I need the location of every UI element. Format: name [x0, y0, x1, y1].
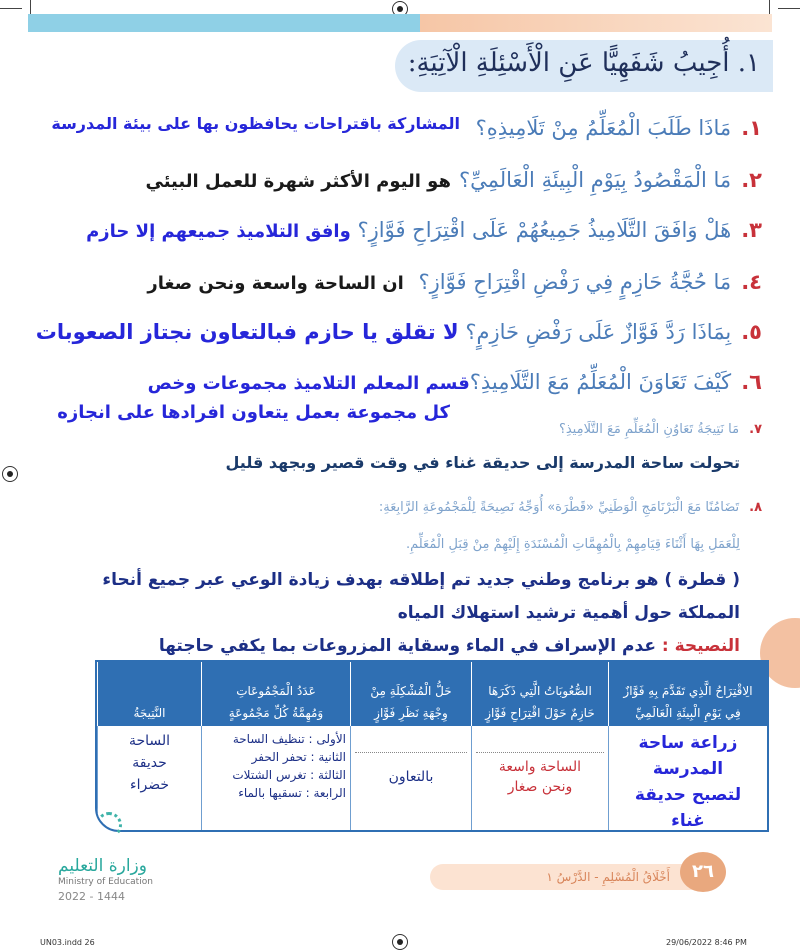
question-number: ١.	[741, 116, 762, 140]
answer-5: لا تقلق يا حازم فبالتعاون نجتاز الصعوبات	[35, 320, 459, 344]
question-5	[36, 320, 762, 344]
answer-6: قسم المعلم التلاميذ مجموعات وخص	[147, 373, 470, 394]
table-header-result: النَّتِيجَةُ	[98, 662, 202, 726]
table-header-solution: حَلُّ الْمُشْكِلَةِ مِنْ وِجْهَةِ نَظَرِ فَوَّازٍ	[351, 662, 472, 726]
advice-line	[159, 636, 740, 656]
question-7	[559, 422, 762, 437]
cell-solution: بالتعاون	[351, 726, 472, 832]
print-timestamp: 29/06/2022 8:46 PM	[666, 938, 747, 947]
qatra-answer-line-2: المملكة حول أهمية ترشيد استهلاك المياه	[397, 603, 740, 623]
table-header-row	[98, 662, 768, 726]
cell-proposal: زراعة ساحة المدرسة لتصبح حديقة غناء	[609, 726, 768, 832]
lesson-title: أَخْلَاقُ الْمُسْلِمِ - الدَّرْسُ ١	[546, 870, 670, 884]
answer-2: هو اليوم الأكثر شهرة للعمل البيئي	[145, 171, 451, 192]
question-text: مَا الْمَقْصُودُ بِيَوْمِ الْبِيئَةِ الْعَالَمِيِّ؟	[458, 168, 732, 192]
page-number: ٢٦	[692, 861, 714, 882]
question-number: ٧.	[749, 422, 762, 437]
question-2	[146, 168, 763, 192]
crop-mark-top-right	[778, 8, 800, 9]
question-text: هَلْ وَافَقَ التَّلَامِيذُ جَمِيعُهُمْ عَلَى اقْتِرَاحِ فَوَّازٍ؟	[357, 218, 732, 242]
file-label: UN03.indd 26	[40, 938, 95, 947]
question-number: ٢.	[741, 168, 762, 192]
qatra-answer-line-1: ( قطرة ) هو برنامج وطني جديد تم إطلاقه بهدف زيادة الوعي عبر جميع أنحاء	[102, 570, 740, 590]
question-number: ٦.	[741, 370, 762, 394]
ministry-name-en: Ministry of Education	[58, 877, 153, 887]
crop-mark-top-left	[0, 8, 22, 9]
question-number: ٥.	[741, 320, 762, 344]
answer-4: ان الساحة واسعة ونحن صغار	[147, 273, 404, 294]
ministry-logo-dots	[96, 812, 122, 838]
question-6	[148, 370, 762, 394]
heading-number: ١.	[737, 48, 760, 78]
registration-mark-bottom	[392, 934, 408, 950]
registration-mark-left	[2, 466, 18, 482]
edition-year: 2022 - 1444	[58, 890, 125, 903]
summary-table	[95, 660, 769, 832]
question-1	[476, 116, 762, 140]
question-text: مَاذَا طَلَبَ الْمُعَلِّمُ مِنْ تَلَامِيذِهِ؟	[475, 116, 732, 140]
question-number: ٨.	[749, 500, 762, 515]
table-header-proposal: الِاقْتِرَاحُ الَّذِي تَقَدَّمَ بِهِ فَوَّازٌ فِي يَوْمِ الْبِيئَةِ الْعَالَمِيِّ	[609, 662, 768, 726]
question-8	[379, 500, 762, 515]
answer-6-continued: كل مجموعة بعمل يتعاون افرادها على انجازه	[57, 402, 450, 423]
table-header-groups: عَدَدُ الْمَجْمُوعَاتِ وَمُهِمَّةُ كُلِّ مَجْمُوعَةٍ	[202, 662, 351, 726]
question-3	[86, 218, 762, 242]
ministry-name-ar: وزارة التعليم	[58, 856, 147, 876]
question-text: مَا حُجَّةُ حَازِمٍ فِي رَفْضِ اقْتِرَاحِ فَوَّازٍ؟	[418, 270, 732, 294]
question-text: كَيْفَ تَعَاوَنَ الْمُعَلِّمُ مَعَ التَّلَامِيذِ؟	[469, 370, 732, 394]
question-text: تَضَامُنًا مَعَ الْبَرْنَامَجِ الْوَطَنِيِّ «قَطْرَة» أُوَجِّهُ نَصِيحَةً لِلْمَجْمُوعَةِ الرَّابِعَةِ:	[378, 500, 740, 515]
heading-text: أُجِيبُ شَفَهِيًّا عَنِ الْأَسْئِلَةِ الْآتِيَةِ:	[407, 48, 730, 78]
question-text: مَا نَتِيجَةُ تَعَاوُنِ الْمُعَلِّمِ مَعَ التَّلَامِيذِ؟	[558, 422, 740, 437]
question-4	[147, 270, 762, 294]
cell-result: الساحة حديقة خضراء	[98, 726, 202, 832]
advice-text: عدم الإسراف في الماء وسقاية المزروعات بما يكفي حاجتها	[158, 636, 662, 656]
top-band-blue	[28, 14, 420, 32]
answer-3: وافق التلاميذ جميعهم إلا حازم	[86, 221, 351, 242]
table-header-difficulties: الصُّعُوبَاتُ الَّتِي ذَكَرَهَا حَازِمٌ حَوْلَ اقْتِرَاحِ فَوَّازٍ	[472, 662, 609, 726]
page-number-badge	[680, 852, 726, 892]
advice-label: النصيحة :	[661, 636, 740, 656]
heading-title	[408, 48, 760, 78]
table-row	[98, 726, 768, 832]
top-band-peach	[420, 14, 772, 32]
question-number: ٤.	[741, 270, 762, 294]
answer-1: المشاركة باقتراحات يحافظون بها على بيئة المدرسة	[51, 114, 460, 133]
question-number: ٣.	[741, 218, 762, 242]
question-8-continued: لِلْعَمَلِ بِهَا أَثْنَاءَ قِيَامِهِمْ بِالْمُهِمَّاتِ الْمُسْنَدَةِ إِلَيْهِمْ مِنْ قِبَلِ الْمُعَلِّمِ.	[405, 537, 740, 552]
cell-groups: الأولى : تنظيف الساحة الثانية : تحفر الحفر الثالثة : تغرس الشتلات الرابعة : تسقيها بالماء	[202, 726, 351, 832]
summary-table-grid	[97, 662, 767, 832]
cell-difficulty: الساحة واسعة ونحن صغار	[472, 726, 609, 832]
question-text: بِمَاذَا رَدَّ فَوَّازٌ عَلَى رَفْضِ حَازِمٍ؟	[465, 320, 732, 344]
answer-7: تحولت ساحة المدرسة إلى حديقة غناء في وقت قصير وبجهد قليل	[225, 453, 740, 472]
